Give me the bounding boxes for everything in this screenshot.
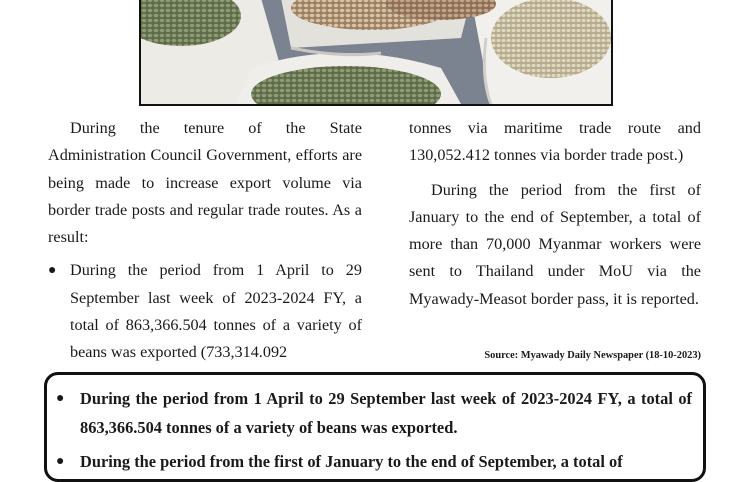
list-item [56,385,692,442]
beans-in-sacks-photo [139,0,613,106]
right-column [409,115,701,313]
bullet-text: During the period from 1 April to 29 September last week of 2023-2024 FY, a total of 863,366.504 tonnes of a variety of beans was exported (733,314.092 [70,261,362,362]
summary-text: During the period from the first of January to the end of September, a total of [80,452,623,471]
bullet-icon: ● [56,391,65,406]
source-credit: Source: Myawady Daily Newspaper (18-10-2023) [484,350,701,361]
bullet-icon: ● [56,454,65,469]
summary-text: During the period from 1 April to 29 September last week of 2023-2024 FY, a total of 863,366.504 tonnes of a variety of beans was exported. [80,389,692,437]
workers-paragraph: During the period from the first of January to the end of September, a total of more than 70,000 Myanmar workers were sent to Thailand under MoU via the Myawady-Measot border pass, it is reported. [409,180,701,308]
left-column [48,115,362,367]
export-bullet-list [48,257,362,366]
list-item [56,448,692,477]
summary-list [47,375,703,477]
list-item [48,257,362,366]
continuation-paragraph: tonnes via maritime trade route and 130,052.412 tonnes via border trade post.) [409,119,701,165]
bullet-icon: ● [48,263,57,279]
summary-box [44,372,706,482]
intro-paragraph: During the tenure of the State Administration Council Government, efforts are being made to increase export volume via border trade posts and regular trade routes. As a result: [48,119,362,247]
